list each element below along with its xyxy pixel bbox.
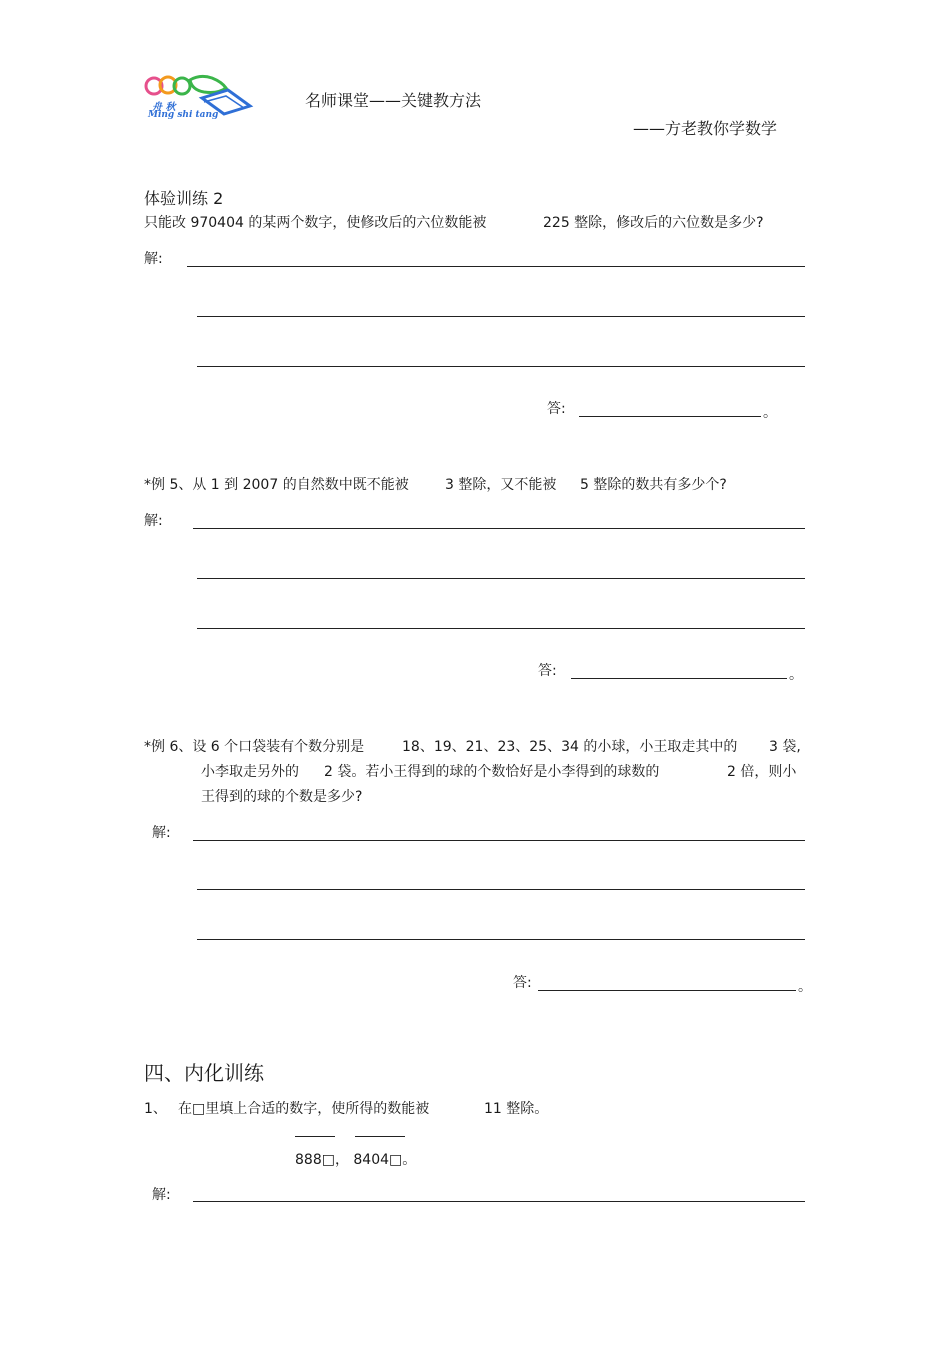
solution-line[interactable] [197,939,805,940]
practice2-heading: 体验训练 2 [144,189,224,208]
section4-heading: 四、内化训练 [144,1061,264,1085]
section4-q1-number: 1、 [144,1101,167,1117]
example6-solution-label: 解: [152,825,171,841]
answer-line[interactable] [571,678,787,679]
solution-line[interactable] [197,889,805,890]
solution-line[interactable] [197,578,805,579]
solution-line[interactable] [193,1201,805,1202]
example6-answer-label: 答: [513,975,532,991]
logo-en-text: Ming shi tang [148,110,219,120]
solution-line[interactable] [197,366,805,367]
solution-line[interactable] [197,316,805,317]
page-title: 名师课堂——关键教方法 [305,91,482,110]
page-subtitle: ——方老教你学数学 [633,119,778,138]
example6-answer-end: 。 [798,979,812,995]
practice2-solution-label: 解: [144,251,163,267]
example5-solution-label: 解: [144,513,163,529]
answer-line[interactable] [538,990,796,991]
section4-numbers: 888□， 8404□。 [295,1152,417,1168]
example5-question-part2: 3 整除，又不能被 [445,477,557,493]
solution-line[interactable] [193,528,805,529]
overline [355,1136,405,1137]
example6-line2-c: 2 倍，则小 [727,764,797,780]
section4-q1-part1: 在□里填上合适的数字，使所得的数能被 [178,1101,430,1117]
section4-solution-label: 解: [152,1187,171,1203]
example5-question-part3: 5 整除的数共有多少个? [580,477,727,493]
example6-line1-c: 3 袋, [769,739,801,755]
solution-line[interactable] [193,840,805,841]
answer-line[interactable] [579,416,761,417]
overline [295,1136,335,1137]
section4-q1-part2: 11 整除。 [484,1101,549,1117]
example6-line2-a: 小李取走另外的 [201,764,299,780]
example6-line2-b: 2 袋。若小王得到的球的个数恰好是小李得到的球数的 [324,764,660,780]
practice2-question-part2: 225 整除，修改后的六位数是多少? [543,215,764,231]
example6-line1-b: 18、19、21、23、25、34 的小球，小王取走其中的 [402,739,738,755]
solution-line[interactable] [197,628,805,629]
solution-line[interactable] [187,266,805,267]
practice2-answer-label: 答: [547,401,566,417]
practice2-question-part1: 只能改 970404 的某两个数字，使修改后的六位数能被 [144,215,487,231]
example6-line1-a: *例 6、设 6 个口袋装有个数分别是 [144,739,365,755]
example6-line3: 王得到的球的个数是多少? [201,789,363,805]
example5-answer-label: 答: [538,663,557,679]
logo-cn-text: 舟 秋 [152,102,176,113]
practice2-answer-end: 。 [763,405,777,421]
example5-answer-end: 。 [789,667,803,683]
example5-question-part1: *例 5、从 1 到 2007 的自然数中既不能被 [144,477,409,493]
